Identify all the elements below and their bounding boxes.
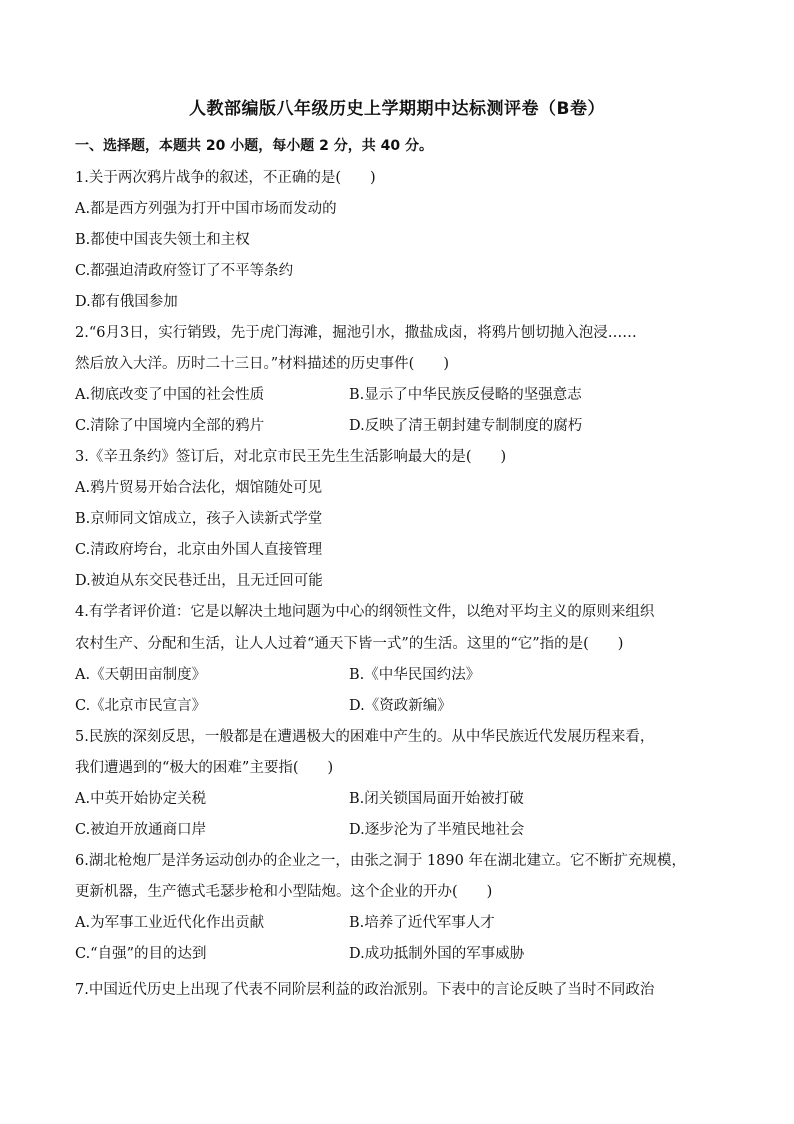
question-stem: 6.湖北枪炮厂是洋务运动创办的企业之一，由张之洞于 1890 年在湖北建立。它不断扩充规模， [75,853,686,869]
answer-option: A.《天朝田亩制度》 [75,667,207,683]
answer-option: B.培养了近代军事人才 [349,915,495,931]
answer-option: D.逐步沦为了半殖民地社会 [349,822,525,838]
answer-option: A.为军事工业近代化作出贡献 [75,915,265,931]
question-stem: 2.“6月3日，实行销毁，先于虎门海滩，掘池引水，撒盐成卤，将鸦片刨切抛入泡浸…… [75,325,637,341]
answer-option: A.都是西方列强为打开中国市场而发动的 [75,201,337,217]
answer-option: A.鸦片贸易开始合法化，烟馆随处可见 [75,480,323,496]
section-heading: 一、选择题，本题共 20 小题，每小题 2 分，共 40 分。 [75,138,433,154]
answer-option: C.被迫开放通商口岸 [75,822,207,838]
answer-option: C.“自强”的目的达到 [75,946,207,962]
answer-option: B.京师同文馆成立，孩子入读新式学堂 [75,511,323,527]
question-stem: 5.民族的深刻反思，一般都是在遭遇极大的困难中产生的。从中华民族近代发展历程来看， [75,729,655,745]
answer-option: B.都使中国丧失领土和主权 [75,232,250,248]
answer-option: C.清政府垮台，北京由外国人直接管理 [75,542,323,558]
answer-option: B.显示了中华民族反侵略的坚强意志 [349,387,582,403]
answer-option: D.被迫从东交民巷迁出，且无迁回可能 [75,573,323,589]
answer-option: B.闭关锁国局面开始被打破 [349,791,524,807]
question-stem: 4.有学者评价道：它是以解决土地问题为中心的纲领性文件，以绝对平均主义的原则来组织 [75,604,655,620]
answer-option: D.反映了清王朝封建专制制度的腐朽 [349,418,583,434]
answer-option: A.中英开始协定关税 [75,791,207,807]
page-title: 人教部编版八年级历史上学期期中达标测评卷（B卷） [189,99,605,119]
question-stem: 农村生产、分配和生活，让人人过着“通天下皆一式”的生活。这里的“它”指的是( ) [75,636,624,652]
question-stem: 然后放入大洋。历时二十三日。”材料描述的历史事件( ) [75,356,449,372]
question-stem: 1.关于两次鸦片战争的叙述，不正确的是( ) [75,170,376,186]
answer-option: D.《资政新编》 [349,698,452,714]
answer-option: A.彻底改变了中国的社会性质 [75,387,265,403]
question-stem: 3.《辛丑条约》签订后，对北京市民王先生生活影响最大的是( ) [75,449,507,465]
answer-option: C.都强迫清政府签订了不平等条约 [75,263,294,279]
answer-option: C.清除了中国境内全部的鸦片 [75,418,265,434]
question-stem: 我们遭遇到的“极大的困难”主要指( ) [75,760,334,776]
question-stem: 更新机器，生产德式毛瑟步枪和小型陆炮。这个企业的开办( ) [75,884,493,900]
answer-option: D.成功抵制外国的军事威胁 [349,946,525,962]
answer-option: D.都有俄国参加 [75,294,178,310]
answer-option: C.《北京市民宣言》 [75,698,207,714]
answer-option: B.《中华民国约法》 [349,667,481,683]
question-stem: 7.中国近代历史上出现了代表不同阶层利益的政治派别。下表中的言论反映了当时不同政治 [75,982,655,998]
